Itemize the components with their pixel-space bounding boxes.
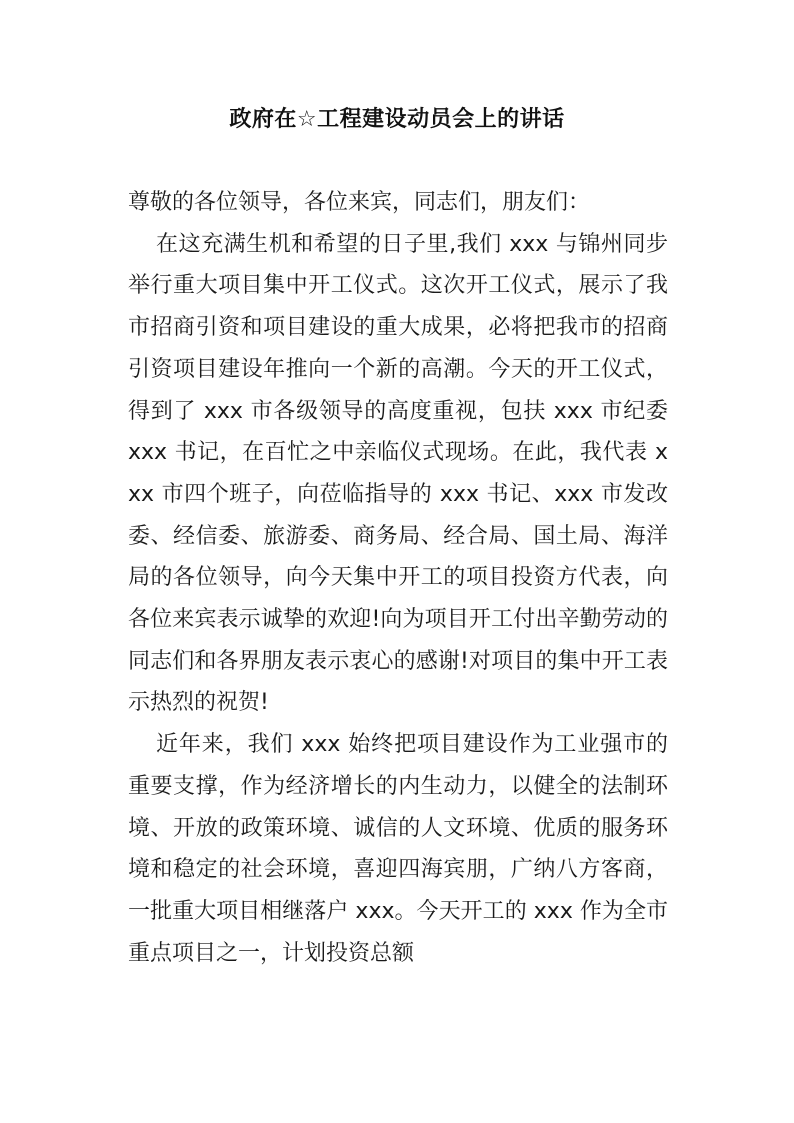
paragraph-recent-years: 近年来，我们 xxx 始终把项目建设作为工业强市的重要支撑，作为经济增长的内生动力，以健全的法制环境、开放的政策环境、诚信的人文环境、优质的服务环境和稳定的社会环境，喜迎四海宾朋，广纳八方客商，一批重大项目相继落户 xxx。今天开工的 xxx 作为全市重点项目之一，计划投资总额 [128,732,668,966]
paragraph-opening: 在这充满生机和希望的日子里,我们 xxx 与锦州同步举行重大项目集中开工仪式。这次开工仪式，展示了我市招商引资和项目建设的重大成果，必将把我市的招商引资项目建设年推向一个新的高潮。今天的开工仪式，得到了 xxx 市各级领导的高度重视，包扶 xxx 市纪委 xxx 书记，在百忙之中亲临仪式现场。在此，我代表 xxx 市四个班子，向莅临指导的 xxx 书记、xxx 市发改委、经信委、旅游委、商务局、经合局、国土局、海洋局的各位领导，向今天集中开工的项目投资方代表，向各位来宾表示诚挚的欢迎!向为项目开工付出辛勤劳动的同志们和各界朋友表示衷心的感谢!对项目的集中开工表示热烈的祝贺! [128,231,668,716]
document-title: 政府在☆工程建设动员会上的讲话 [229,107,565,132]
salutation: 尊敬的各位领导，各位来宾，同志们，朋友们： [128,190,591,215]
document-body [128,182,668,974]
